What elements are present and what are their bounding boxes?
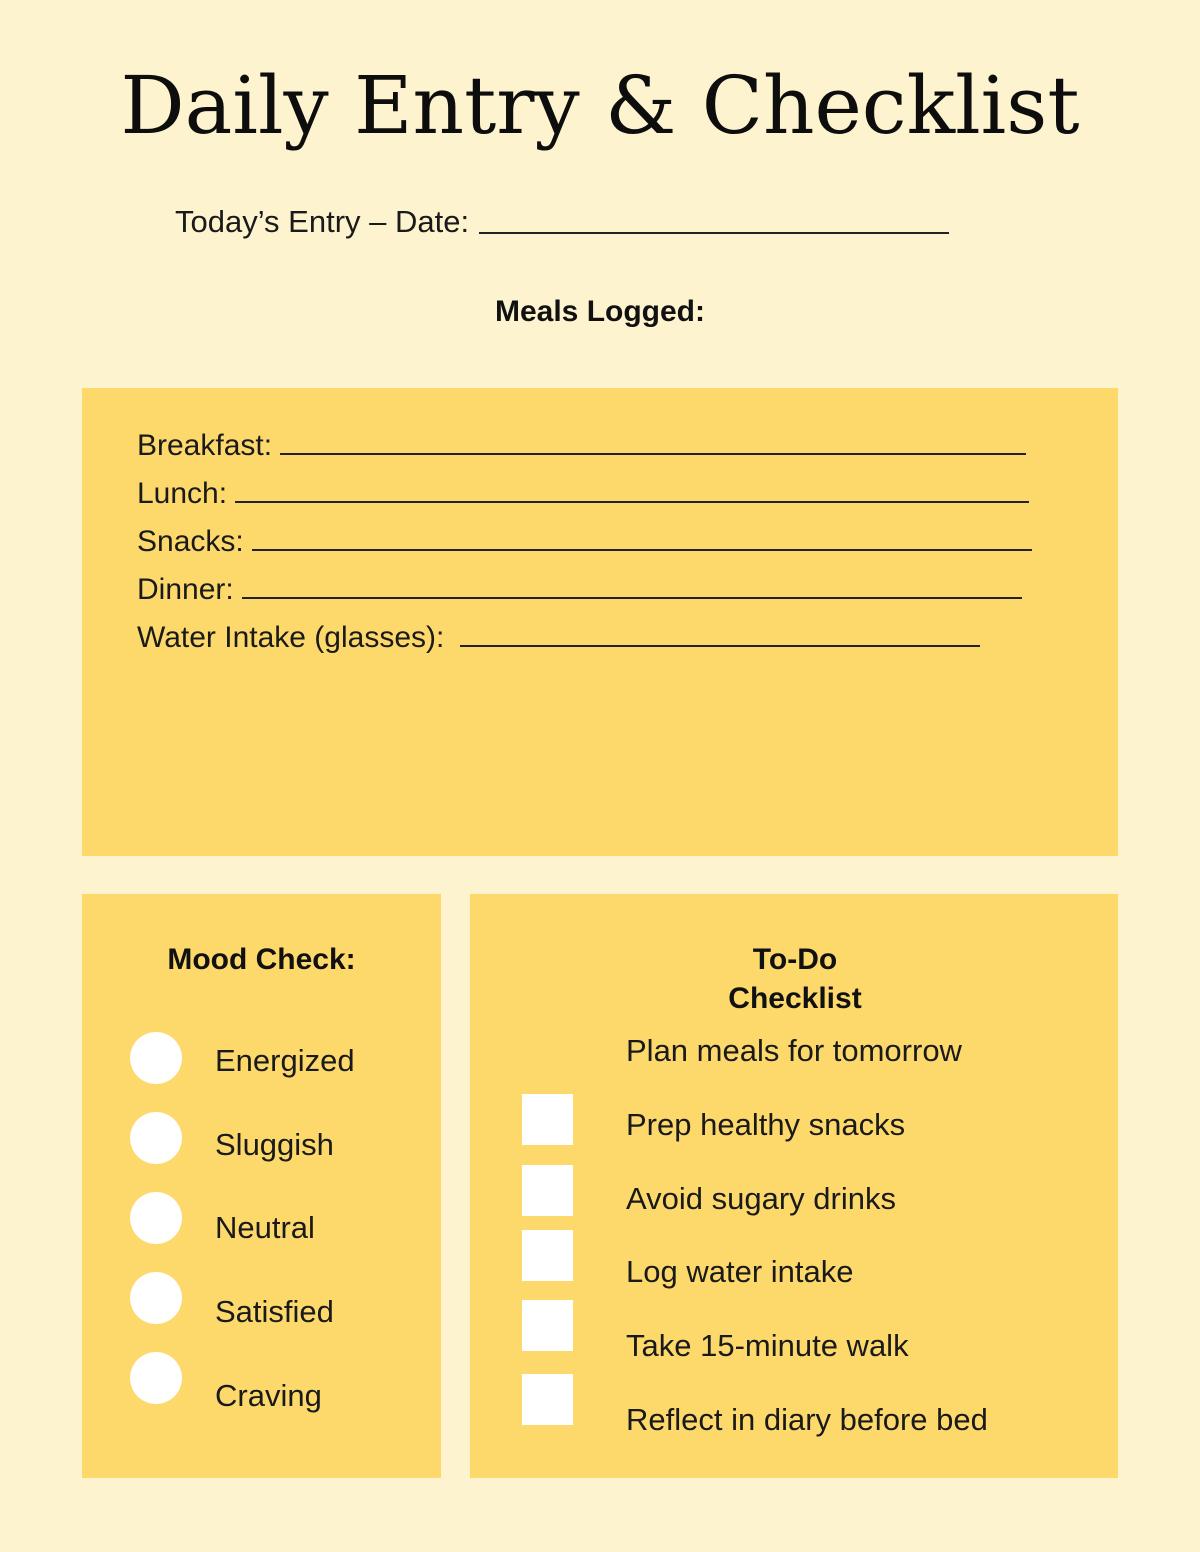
mood-radio-neutral[interactable] [130, 1192, 182, 1244]
date-entry [175, 200, 949, 244]
mood-radio-energized[interactable] [130, 1032, 182, 1084]
meal-label: Snacks: [137, 525, 244, 558]
meal-row-water [137, 614, 980, 662]
todo-checkbox[interactable] [522, 1094, 573, 1145]
meals-panel [82, 388, 1118, 856]
todo-item-label: Reflect in diary before bed [626, 1402, 988, 1437]
water-input-line[interactable] [460, 645, 980, 647]
page-title: Daily Entry & Checklist [120, 59, 1080, 152]
lunch-input-line[interactable] [235, 501, 1029, 503]
todo-item-label: Avoid sugary drinks [626, 1181, 896, 1216]
meals-heading: Meals Logged: [494, 295, 705, 328]
mood-radio-craving[interactable] [130, 1352, 182, 1404]
meal-row-lunch [137, 470, 1029, 518]
todo-checkbox[interactable] [522, 1165, 573, 1216]
meal-label: Dinner: [137, 573, 234, 606]
mood-radio-sluggish[interactable] [130, 1112, 182, 1164]
mood-label-craving: Craving [215, 1378, 322, 1413]
mood-radio-satisfied[interactable] [130, 1272, 182, 1324]
todo-heading [690, 940, 900, 1018]
todo-panel [470, 894, 1118, 1478]
mood-label-satisfied: Satisfied [215, 1294, 334, 1329]
mood-heading: Mood Check: [167, 943, 356, 976]
meal-label: Lunch: [137, 477, 228, 510]
todo-heading-line1: To-Do [752, 943, 838, 976]
todo-item-label: Prep healthy snacks [626, 1107, 906, 1142]
breakfast-input-line[interactable] [280, 453, 1026, 455]
todo-item-label: Plan meals for tomorrow [626, 1033, 962, 1068]
todo-item-label: Log water intake [626, 1254, 854, 1289]
meal-row-snacks [137, 518, 1032, 566]
todo-checkbox[interactable] [522, 1300, 573, 1351]
date-input-line[interactable] [479, 232, 949, 234]
todo-checkbox[interactable] [522, 1230, 573, 1281]
todo-checkbox[interactable] [522, 1374, 573, 1425]
mood-label-sluggish: Sluggish [215, 1127, 334, 1162]
todo-heading-line2: Checklist [728, 982, 862, 1015]
meal-row-dinner [137, 566, 1022, 614]
mood-label-neutral: Neutral [215, 1210, 315, 1245]
meal-label: Water Intake (glasses): [137, 621, 445, 654]
meal-label: Breakfast: [137, 429, 273, 462]
snacks-input-line[interactable] [252, 549, 1032, 551]
date-label: Today’s Entry – Date: [175, 204, 470, 239]
meal-row-breakfast [137, 422, 1026, 470]
dinner-input-line[interactable] [242, 597, 1022, 599]
todo-item-label: Take 15-minute walk [626, 1328, 909, 1363]
mood-panel [82, 894, 441, 1478]
mood-label-energized: Energized [215, 1043, 355, 1078]
